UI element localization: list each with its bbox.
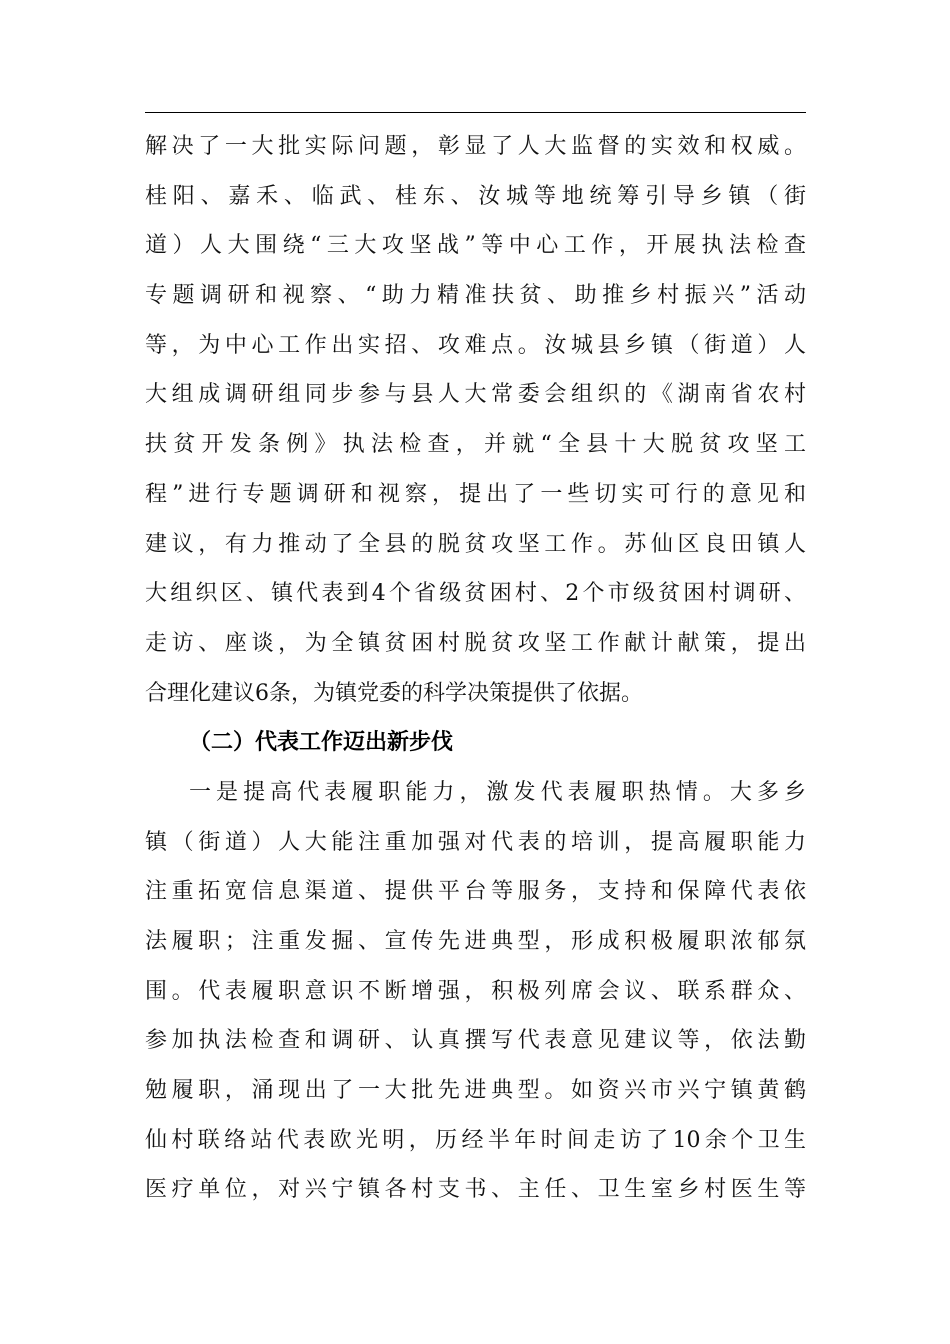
- paragraph-line: 围。代表履职意识不断增强，积极列席会议、联系群众、: [145, 978, 806, 1004]
- paragraph-line: 大组织区、镇代表到4个省级贫困村、2个市级贫困村调研、: [145, 581, 806, 607]
- paragraph-line: 镇（街道）人大能注重加强对代表的培训，提高履职能力: [145, 829, 806, 855]
- paragraph-line: 建议，有力推动了全县的脱贫攻坚工作。苏仙区良田镇人: [145, 531, 806, 557]
- paragraph-line: 桂阳、嘉禾、临武、桂东、汝城等地统筹引导乡镇（街: [145, 183, 806, 209]
- paragraph-line: 专题调研和视察、“助力精准扶贫、助推乡村振兴”活动: [145, 283, 806, 309]
- paragraph-line: 参加执法检查和调研、认真撰写代表意见建议等，依法勤: [145, 1028, 806, 1054]
- paragraph-line: 走访、座谈，为全镇贫困村脱贫攻坚工作献计献策，提出: [145, 630, 806, 656]
- paragraph-line: 注重拓宽信息渠道、提供平台等服务，支持和保障代表依: [145, 879, 806, 905]
- paragraph-line: 大组成调研组同步参与县人大常委会组织的《湖南省农村: [145, 382, 806, 408]
- paragraph-line: 勉履职，涌现出了一大批先进典型。如资兴市兴宁镇黄鹤: [145, 1078, 806, 1104]
- paragraph-line: 一是提高代表履职能力，激发代表履职热情。大多乡: [189, 779, 806, 805]
- paragraph-line: 合理化建议6条，为镇党委的科学决策提供了依据。: [145, 680, 643, 706]
- paragraph-line: 道）人大围绕“三大攻坚战”等中心工作，开展执法检查: [145, 233, 806, 259]
- body-text: [145, 122, 806, 1215]
- paragraph-line: 仙村联络站代表欧光明，历经半年时间走访了10余个卫生: [145, 1127, 806, 1153]
- header-rule: [145, 112, 806, 113]
- paragraph-line: 程”进行专题调研和视察，提出了一些切实可行的意见和: [145, 481, 806, 507]
- paragraph-line: 法履职；注重发掘、宣传先进典型，形成积极履职浓郁氛: [145, 929, 806, 954]
- paragraph-line: 医疗单位，对兴宁镇各村支书、主任、卫生室乡村医生等: [145, 1177, 806, 1203]
- paragraph-line: 扶贫开发条例》执法检查，并就“全县十大脱贫攻坚工: [145, 432, 806, 458]
- paragraph-line: 等，为中心工作出实招、攻难点。汝城县乡镇（街道）人: [145, 332, 806, 358]
- section-heading: （二）代表工作迈出新步伐: [189, 730, 454, 756]
- paragraph-line: 解决了一大批实际问题，彰显了人大监督的实效和权威。: [145, 134, 806, 159]
